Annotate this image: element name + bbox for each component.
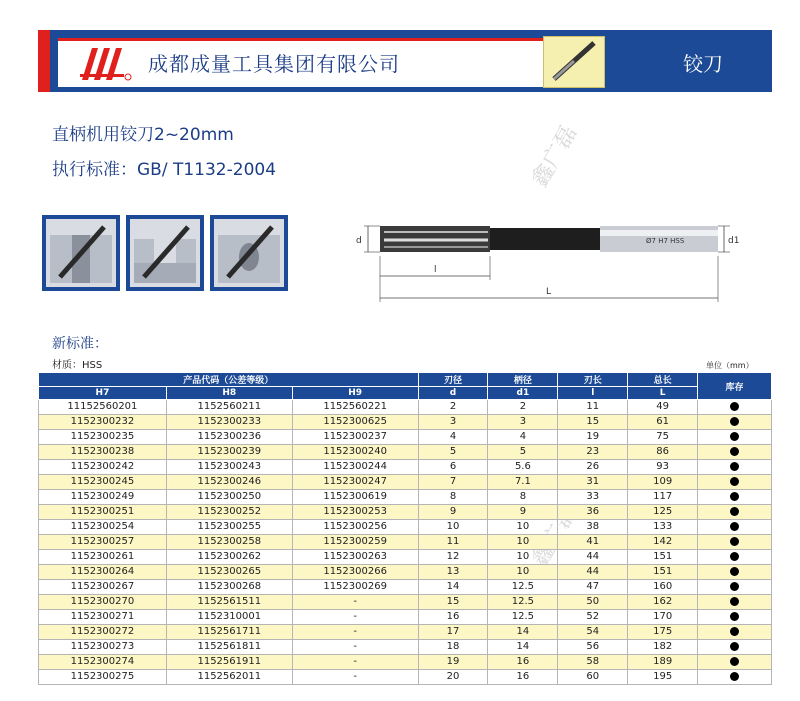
application-blind-hole-icon (210, 215, 288, 291)
table-cell-L: 151 (628, 550, 698, 565)
table-cell-h9: - (292, 595, 418, 610)
reamer-marking: Ø7 H7 HSS (646, 237, 685, 245)
header-red-stripe (38, 30, 50, 92)
table-cell-d: 11 (418, 535, 488, 550)
table-cell-d: 4 (418, 430, 488, 445)
table-cell-h9: 1152300256 (292, 520, 418, 535)
table-cell-L: 151 (628, 565, 698, 580)
table-cell-h8: 1152300258 (166, 535, 292, 550)
table-cell-h7: 1152300272 (39, 625, 167, 640)
standard-title: 执行标准：GB/ T1132-2004 (52, 160, 277, 180)
table-cell-h7: 1152300267 (39, 580, 167, 595)
table-cell-L: 162 (628, 595, 698, 610)
table-cell-h8: 1152562011 (166, 670, 292, 685)
table-cell-d: 14 (418, 580, 488, 595)
table-cell-d1: 14 (488, 625, 558, 640)
table-cell-h7: 1152300271 (39, 610, 167, 625)
table-cell-h7: 1152300242 (39, 460, 167, 475)
table-cell-h9: 1152300619 (292, 490, 418, 505)
stock-cell (698, 550, 772, 565)
table-row (39, 550, 772, 565)
table-cell-h7: 1152300251 (39, 505, 167, 520)
table-cell-d: 20 (418, 670, 488, 685)
table-cell-h7: 1152300235 (39, 430, 167, 445)
in-stock-dot-icon (730, 507, 739, 516)
dim-label-d: d (356, 236, 362, 246)
table-cell-L: 170 (628, 610, 698, 625)
stock-cell (698, 430, 772, 445)
stock-cell (698, 580, 772, 595)
blade-diameter-header: 刃径 (418, 373, 488, 387)
in-stock-dot-icon (730, 417, 739, 426)
table-row (39, 520, 772, 535)
table-row (39, 655, 772, 670)
table-cell-l: 23 (558, 445, 628, 460)
table-cell-h9: 1152300625 (292, 415, 418, 430)
table-cell-d1: 12.5 (488, 595, 558, 610)
table-cell-h9: 1152300263 (292, 550, 418, 565)
in-stock-dot-icon (730, 672, 739, 681)
table-cell-d1: 12.5 (488, 580, 558, 595)
table-cell-h7: 1152300261 (39, 550, 167, 565)
dim-label-L: L (546, 287, 552, 297)
table-cell-d: 8 (418, 490, 488, 505)
table-cell-h8: 1152300233 (166, 415, 292, 430)
table-cell-L: 133 (628, 520, 698, 535)
table-cell-l: 38 (558, 520, 628, 535)
table-cell-d1: 9 (488, 505, 558, 520)
table-cell-d: 7 (418, 475, 488, 490)
blade-length-symbol: l (558, 387, 628, 400)
in-stock-dot-icon (730, 402, 739, 411)
table-row (39, 535, 772, 550)
application-through-hole-icon (42, 215, 120, 291)
reamer-technical-drawing (350, 210, 750, 310)
table-cell-l: 47 (558, 580, 628, 595)
in-stock-dot-icon (730, 462, 739, 471)
in-stock-dot-icon (730, 492, 739, 501)
header-banner (38, 30, 772, 92)
in-stock-dot-icon (730, 447, 739, 456)
table-cell-h9: - (292, 670, 418, 685)
table-cell-L: 142 (628, 535, 698, 550)
table-cell-d: 10 (418, 520, 488, 535)
stock-cell (698, 610, 772, 625)
table-cell-h7: 11152560201 (39, 400, 167, 415)
table-row (39, 610, 772, 625)
table-cell-l: 56 (558, 640, 628, 655)
stock-cell (698, 625, 772, 640)
table-cell-L: 117 (628, 490, 698, 505)
table-cell-h8: 1152300262 (166, 550, 292, 565)
table-cell-d1: 14 (488, 640, 558, 655)
table-cell-L: 160 (628, 580, 698, 595)
stock-cell (698, 400, 772, 415)
table-cell-d: 2 (418, 400, 488, 415)
table-row (39, 580, 772, 595)
new-standard-label: 新标准： (52, 336, 108, 352)
in-stock-dot-icon (730, 432, 739, 441)
table-cell-h7: 1152300245 (39, 475, 167, 490)
in-stock-dot-icon (730, 537, 739, 546)
table-cell-L: 125 (628, 505, 698, 520)
table-cell-d1: 3 (488, 415, 558, 430)
table-cell-L: 49 (628, 400, 698, 415)
in-stock-dot-icon (730, 627, 739, 636)
table-cell-d: 12 (418, 550, 488, 565)
table-cell-h8: 1152310001 (166, 610, 292, 625)
table-cell-l: 58 (558, 655, 628, 670)
table-cell-h8: 1152300252 (166, 505, 292, 520)
watermark: 鑫广磊 (527, 121, 583, 192)
company-name: 成都成量工具集团有限公司 (148, 52, 400, 76)
in-stock-dot-icon (730, 597, 739, 606)
table-cell-d1: 10 (488, 520, 558, 535)
table-cell-l: 19 (558, 430, 628, 445)
table-cell-d1: 5.6 (488, 460, 558, 475)
total-length-header: 总长 (628, 373, 698, 387)
dim-label-d1: d1 (728, 236, 740, 246)
table-cell-h8: 1152300268 (166, 580, 292, 595)
table-cell-L: 93 (628, 460, 698, 475)
table-cell-h9: 1152300240 (292, 445, 418, 460)
table-cell-h9: - (292, 655, 418, 670)
table-cell-h7: 1152300264 (39, 565, 167, 580)
table-cell-L: 182 (628, 640, 698, 655)
table-cell-d: 6 (418, 460, 488, 475)
product-code-header: 产品代码（公差等级） (39, 373, 419, 387)
in-stock-dot-icon (730, 582, 739, 591)
table-cell-d: 13 (418, 565, 488, 580)
stock-cell (698, 475, 772, 490)
table-row (39, 625, 772, 640)
table-cell-d1: 2 (488, 400, 558, 415)
table-cell-h8: 1152561711 (166, 625, 292, 640)
specification-table-body (39, 400, 772, 685)
shank-diameter-symbol: d1 (488, 387, 558, 400)
table-cell-l: 36 (558, 505, 628, 520)
table-cell-h9: 1152300269 (292, 580, 418, 595)
reamer-thumbnail-icon (543, 36, 605, 88)
table-row (39, 490, 772, 505)
table-cell-d: 9 (418, 505, 488, 520)
table-cell-h8: 1152560211 (166, 400, 292, 415)
table-cell-l: 33 (558, 490, 628, 505)
table-cell-h9: 1152300244 (292, 460, 418, 475)
table-cell-l: 54 (558, 625, 628, 640)
table-cell-l: 44 (558, 550, 628, 565)
table-cell-h9: - (292, 640, 418, 655)
table-row (39, 640, 772, 655)
table-cell-h7: 1152300257 (39, 535, 167, 550)
table-cell-l: 41 (558, 535, 628, 550)
table-cell-L: 61 (628, 415, 698, 430)
h9-header: H9 (292, 387, 418, 400)
table-row (39, 430, 772, 445)
specification-table (38, 372, 772, 685)
h7-header: H7 (39, 387, 167, 400)
table-cell-h9: 1152300237 (292, 430, 418, 445)
table-cell-l: 44 (558, 565, 628, 580)
table-cell-d: 16 (418, 610, 488, 625)
table-row (39, 400, 772, 415)
table-cell-h9: 1152300247 (292, 475, 418, 490)
material-label: 材质：HSS (52, 360, 103, 371)
table-row (39, 460, 772, 475)
table-cell-h8: 1152300250 (166, 490, 292, 505)
table-cell-h7: 1152300273 (39, 640, 167, 655)
table-cell-d: 3 (418, 415, 488, 430)
stock-cell (698, 415, 772, 430)
table-cell-L: 189 (628, 655, 698, 670)
table-cell-h9: - (292, 625, 418, 640)
table-row (39, 670, 772, 685)
table-row (39, 415, 772, 430)
table-cell-l: 31 (558, 475, 628, 490)
table-cell-h8: 1152300255 (166, 520, 292, 535)
table-cell-h8: 1152300246 (166, 475, 292, 490)
blade-length-header: 刃长 (558, 373, 628, 387)
in-stock-dot-icon (730, 642, 739, 651)
table-cell-h8: 1152300239 (166, 445, 292, 460)
table-cell-h7: 1152300270 (39, 595, 167, 610)
table-cell-h7: 1152300249 (39, 490, 167, 505)
stock-header: 库存 (698, 373, 772, 400)
total-length-symbol: L (628, 387, 698, 400)
table-cell-d: 19 (418, 655, 488, 670)
in-stock-dot-icon (730, 612, 739, 621)
table-cell-d1: 7.1 (488, 475, 558, 490)
table-cell-d: 17 (418, 625, 488, 640)
table-cell-l: 52 (558, 610, 628, 625)
table-cell-h8: 1152300243 (166, 460, 292, 475)
table-row (39, 445, 772, 460)
in-stock-dot-icon (730, 477, 739, 486)
table-cell-h7: 1152300275 (39, 670, 167, 685)
stock-cell (698, 535, 772, 550)
stock-cell (698, 460, 772, 475)
product-title: 直柄机用铰刀2~20mm (52, 125, 234, 145)
table-cell-l: 15 (558, 415, 628, 430)
table-cell-d1: 12.5 (488, 610, 558, 625)
application-slot-icon (126, 215, 204, 291)
table-cell-l: 11 (558, 400, 628, 415)
table-row (39, 565, 772, 580)
table-cell-h7: 1152300238 (39, 445, 167, 460)
table-cell-h8: 1152561811 (166, 640, 292, 655)
table-cell-h8: 1152561911 (166, 655, 292, 670)
product-name: 铰刀 (683, 52, 723, 76)
table-cell-d: 18 (418, 640, 488, 655)
table-cell-h9: 1152300253 (292, 505, 418, 520)
table-cell-l: 60 (558, 670, 628, 685)
table-cell-h9: 1152300259 (292, 535, 418, 550)
table-cell-d1: 10 (488, 535, 558, 550)
h8-header: H8 (166, 387, 292, 400)
table-cell-h7: 1152300254 (39, 520, 167, 535)
table-cell-L: 86 (628, 445, 698, 460)
table-cell-d1: 4 (488, 430, 558, 445)
dim-label-l: l (434, 265, 437, 275)
table-row (39, 475, 772, 490)
table-row (39, 505, 772, 520)
stock-cell (698, 595, 772, 610)
table-cell-d1: 16 (488, 655, 558, 670)
stock-cell (698, 655, 772, 670)
table-cell-l: 26 (558, 460, 628, 475)
table-cell-d: 15 (418, 595, 488, 610)
table-cell-d1: 10 (488, 550, 558, 565)
table-cell-d1: 10 (488, 565, 558, 580)
stock-cell (698, 520, 772, 535)
blade-diameter-symbol: d (418, 387, 488, 400)
in-stock-dot-icon (730, 657, 739, 666)
table-cell-h7: 1152300232 (39, 415, 167, 430)
table-cell-h9: 1152560221 (292, 400, 418, 415)
stock-cell (698, 445, 772, 460)
table-cell-h8: 1152561511 (166, 595, 292, 610)
in-stock-dot-icon (730, 567, 739, 576)
stock-cell (698, 490, 772, 505)
table-cell-l: 50 (558, 595, 628, 610)
table-cell-h9: - (292, 610, 418, 625)
table-cell-d1: 16 (488, 670, 558, 685)
table-cell-h9: 1152300266 (292, 565, 418, 580)
in-stock-dot-icon (730, 522, 739, 531)
stock-cell (698, 565, 772, 580)
table-cell-L: 175 (628, 625, 698, 640)
table-cell-d1: 5 (488, 445, 558, 460)
table-cell-h8: 1152300236 (166, 430, 292, 445)
table-cell-h8: 1152300265 (166, 565, 292, 580)
table-row (39, 595, 772, 610)
shank-diameter-header: 柄径 (488, 373, 558, 387)
table-cell-d: 5 (418, 445, 488, 460)
unit-label: 单位（mm） (706, 361, 754, 370)
table-cell-h7: 1152300274 (39, 655, 167, 670)
table-cell-d1: 8 (488, 490, 558, 505)
stock-cell (698, 640, 772, 655)
table-cell-L: 195 (628, 670, 698, 685)
in-stock-dot-icon (730, 552, 739, 561)
stock-cell (698, 505, 772, 520)
table-cell-L: 75 (628, 430, 698, 445)
company-logo-icon (78, 44, 138, 84)
table-cell-L: 109 (628, 475, 698, 490)
stock-cell (698, 670, 772, 685)
